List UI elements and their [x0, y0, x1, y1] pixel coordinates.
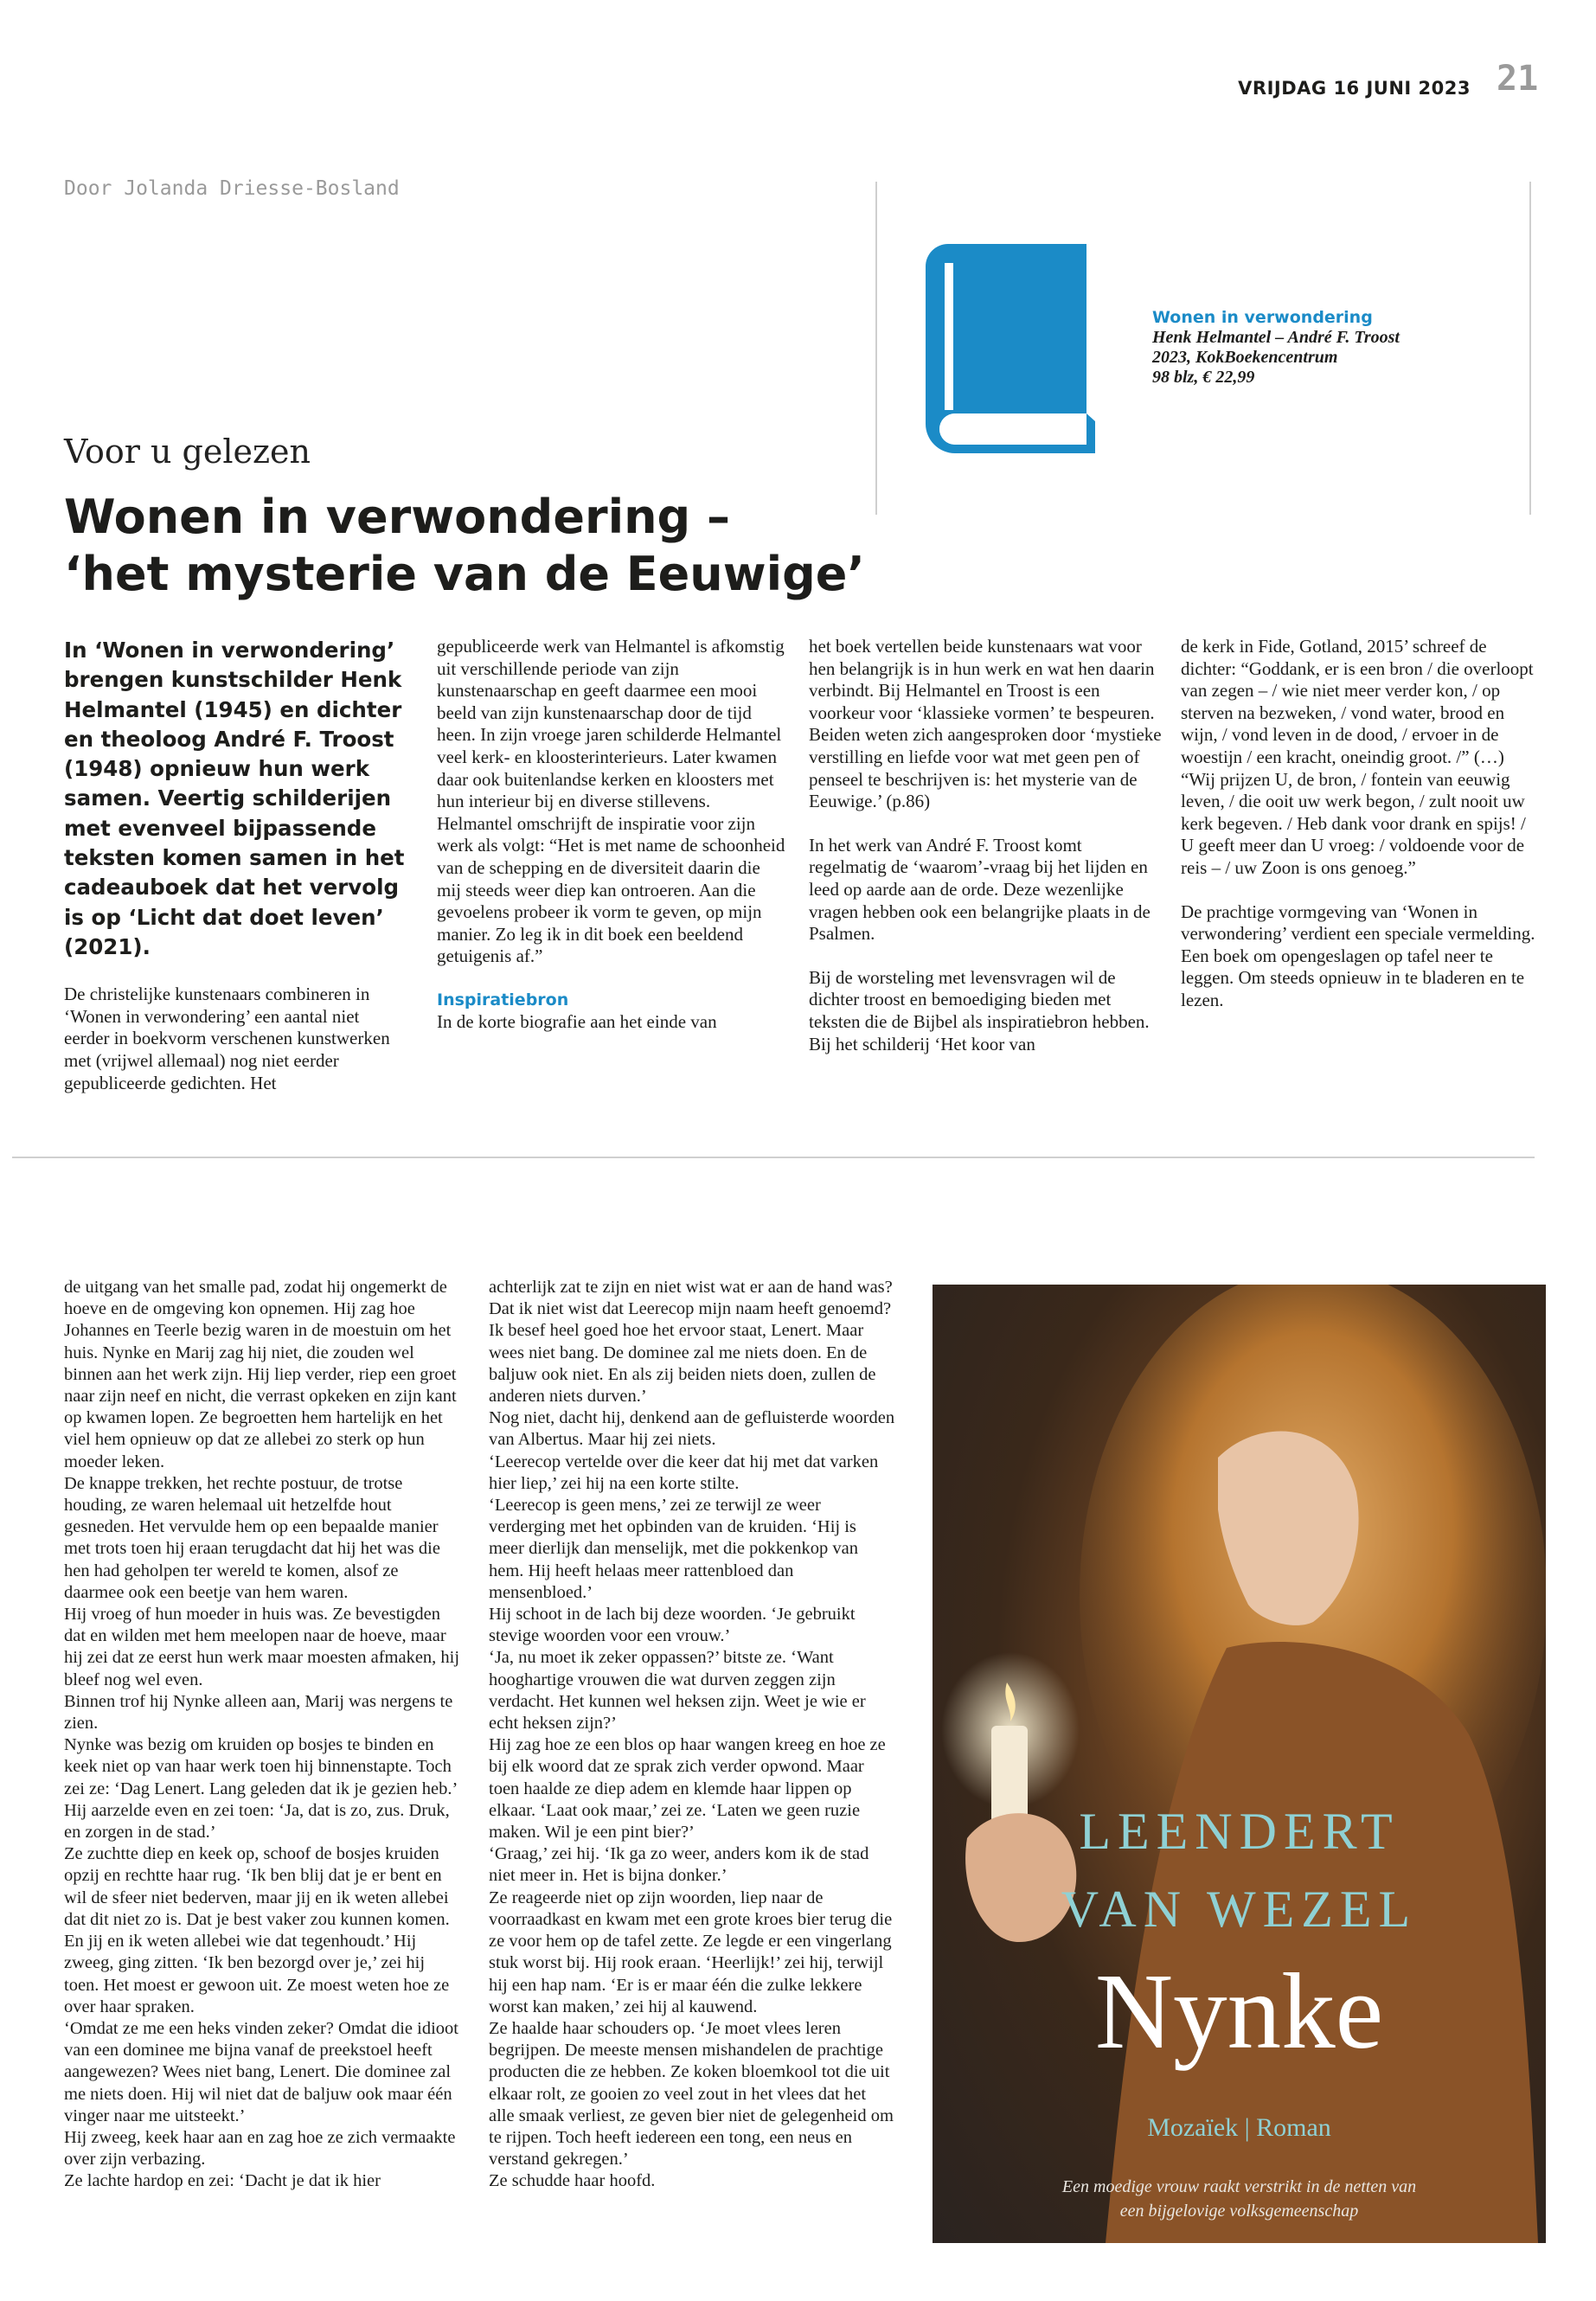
- review-paragraph: De christelijke kunstenaars combineren in ‘Wonen in verwondering’ een aantal niet eerder in boekvorm verschenen kunstwerken met (vrijwel allemaal) nog niet eerder gepubliceerde gedichten. Het: [64, 984, 390, 1093]
- story-paragraph: De knappe trekken, het rechte postuur, de trotse houding, ze waren helemaal uit hetzelfde hout gesneden. Het vervulde hem op een bepaalde manier met trots toen hij eraan terugdacht dat hij het was die hen had geholpen ter wereld te komen, alsof ze daarmee ook een beetje van hem waren.: [64, 1473, 440, 1602]
- story-paragraph: Hij zweeg, keek haar aan en zag hoe ze zich vermaakte over zijn verbazing.: [64, 2127, 456, 2170]
- story-paragraph: Binnen trof hij Nynke alleen aan, Marij was nergens te zien.: [64, 1691, 453, 1734]
- story-paragraph: ‘Leerecop is geen mens,’ zei ze terwijl ze weer verderging met het opbinden van de kruiden. ‘Hij is meer dierlijk dan menselijk, met die pokkenkop van hem. Hij heeft helaas meer rattenbloed dan mensenbloed.’: [489, 1496, 858, 1602]
- story-column-2: [489, 1277, 895, 2193]
- cover-title: Nynke: [1094, 1952, 1384, 2072]
- article-headline: [64, 489, 929, 603]
- story-paragraph: Hij schoot in de lach bij deze woorden. ‘Je gebruikt stevige woorden voor een vrouw.’: [489, 1605, 856, 1646]
- story-paragraph: Hij aarzelde even en zei toen: ‘Ja, dat is zo, zus. Druk, en zorgen in de stad.’: [64, 1800, 450, 1843]
- review-paragraph: het boek vertellen beide kunstenaars wat voor hen belangrijk is in hun werk en wat hen daarin verbindt. Bij Helmantel en Troost is een voorkeur voor ‘klassieke vormen’ te bespeuren. Beiden weten zich aangesproken door ‘mystieke verstilling en liefde voor wat met geen pen of penseel te beschrijven is: het mysterie van de Eeuwige.’ (p.86): [809, 636, 1162, 812]
- story-paragraph: Ze haalde haar schouders op. ‘Je moet vlees leren begrijpen. De meeste mensen mishandelen de prachtige producten die ze hebben. Ze koken bloemkool tot die uit elkaar rolt, ze gooien zo veel zout in het vlees dat het alle smaak verliest, ze geven bier niet de gelegenheid om te rijpen. Toch heeft iedereen een tong, een neus en verstand gekregen.’: [489, 2018, 894, 2170]
- page-number: 21: [1497, 59, 1539, 99]
- story-paragraph: Nog niet, dacht hij, denkend aan de gefluisterde woorden van Albertus. Maar hij zei niets.: [489, 1408, 895, 1450]
- review-paragraph: Bij de worsteling met levensvragen wil de dichter troost en bemoediging bieden met teksten die de Bijbel als inspiratiebron hebben. Bij het schilderij ‘Het koor van: [809, 966, 1150, 1054]
- story-paragraph: achterlijk zat te zijn en niet wist wat er aan de hand was? Dat ik niet wist dat Leerecop mijn naam heeft genoemd? Ik besef heel goed hoe het ervoor staat, Lenert. Maar wees niet bang. De dominee zal me niets doen. En de baljuw ook niet. En als zij beiden niets doen, zullen de anderen niets durven.’: [489, 1278, 893, 1407]
- divider-vertical-left: [875, 182, 877, 515]
- issue-date: VRIJDAG 16 JUNI 2023: [1238, 78, 1471, 99]
- review-column-3: [809, 636, 1163, 1077]
- cover-tagline-1: Een moedige vrouw raakt verstrikt in de netten van: [1061, 2177, 1417, 2196]
- story-paragraph: Hij vroeg of hun moeder in huis was. Ze bevestigden dat en wilden met hem meelopen naar de hoeve, maar hij zei dat ze eerst hun werk maar moesten afmaken, hij bleef nog wel even.: [64, 1605, 460, 1689]
- book-info-title: Wonen in verwondering: [1152, 308, 1373, 327]
- story-paragraph: ‘Omdat ze me een heks vinden zeker? Omdat die idioot van een dominee me bijna vanaf de preekstoel heeft aangewezen? Wees niet bang, Lenert. Die dominee zal me niets doen. Hij wil niet dat de baljuw ook maar één vinger naar me uitsteekt.’: [64, 2018, 458, 2125]
- subhead-inspiratiebron: Inspiratiebron: [437, 990, 569, 1009]
- section-divider: [12, 1157, 1535, 1158]
- review-paragraph: de kerk in Fide, Gotland, 2015’ schreef de dichter: “Goddank, er is een bron / die overloopt van zegen – / wie niet meer verder kon, / op sterven na bezweken, / vond water, brood en wijn, / vond leven in de dood, / ervoer in de woestijn / een kracht, oneindig groot. /” (…) “Wij prijzen U, de bron, / fontein van eeuwig leven, / die ooit uw werk begon, / zult nooit uw kerk begeven. / Heb dank voor drank en spijs! / U geeft meer dan U vroeg: / voldoende voor de reis – / uw Zoon is ons genoeg.”: [1181, 636, 1534, 878]
- story-paragraph: Ze zuchtte diep en keek op, schoof de bosjes kruiden opzij en rechtte haar rug. ‘Ik ben blij dat je er bent en wil de sfeer niet bederven, maar jij en ik weten allebei dat dit niet zo is. Dat je best vaker zou kunnen komen. En jij en ik weten allebei wie dat tegenhoudt.’ Hij zweeg, ging zitten. ‘Ik ben bezorgd over je,’ zei hij toen. Het moest er gewoon uit. Ze moest weten hoe ze over haar spraken.: [64, 1844, 450, 2016]
- byline: Door Jolanda Driesse-Bosland: [64, 177, 400, 200]
- review-paragraph: gepubliceerde werk van Helmantel is afkomstig uit verschillende periode van zijn kunstenaarschap en geeft daarmee een mooi beeld van zijn kunstenaarschap door de tijd heen. In zijn vroege jaren schilderde Helmantel veel kerk- en kloosterinterieurs. Later kwamen daar ook buitenlandse kerken en kloosters met hun interieur bij en diverse stillevens. Helmantel omschrijft de inspiratie voor zijn werk als volgt: “Het is met name de schoonheid van de schepping en de diversiteit daarin die mij steeds weer diep kan ontroeren. Aan die gevoelens probeer ik vorm te geven, op mijn manier. Zo leg ik in dit boek een beeldend getuigenis af.”: [437, 636, 785, 967]
- story-paragraph: ‘Graag,’ zei hij. ‘Ik ga zo weer, anders kom ik de stad niet meer in. Het is bijna donker.’: [489, 1844, 869, 1886]
- story-paragraph: Hij zag hoe ze een blos op haar wangen kreeg en hoe ze bij elk woord dat ze sprak zich verder opwond. Maar toen haalde ze diep adem en klemde haar lippen op elkaar. ‘Laat ook maar,’ zei ze. ‘Laten we geen ruzie maken. Wil je een pint bier?’: [489, 1735, 886, 1843]
- story-column-1: [64, 1277, 462, 2193]
- book-info-details: 98 blz, € 22,99: [1152, 368, 1255, 387]
- cover-subtitle: Mozaïek | Roman: [1147, 2113, 1331, 2142]
- review-column-1: [64, 636, 406, 1116]
- review-column-4: [1181, 636, 1535, 1034]
- review-column-2: [437, 636, 787, 1055]
- divider-vertical-right: [1529, 182, 1531, 515]
- cover-tagline-2: een bijgelovige volksgemeenschap: [1119, 2202, 1359, 2221]
- story-paragraph: Ze lachte hardop en zei: ‘Dacht je dat ik hier: [64, 2171, 381, 2191]
- section-kicker: Voor u gelezen: [64, 433, 311, 471]
- story-paragraph: de uitgang van het smalle pad, zodat hij ongemerkt de hoeve en de omgeving kon opnemen. Hij zag hoe Johannes en Teerle bezig waren in de moestuin om het huis. Nynke en Marij zag hij niet, die zouden wel binnen aan het werk zijn. Hij liep verder, riep een groet naar zijn neef en nicht, die verrast opkeken en zijn kant op kwamen lopen. Ze begroetten hem hartelijk en het viel hem opnieuw op dat ze allebei zo sterk op hun moeder leken.: [64, 1278, 457, 1471]
- headline-line-2: ‘het mysterie van de Eeuwige’: [64, 547, 865, 601]
- book-cover: [933, 1285, 1546, 2243]
- cover-author-line-2: VAN WEZEL: [1061, 1881, 1418, 1938]
- story-paragraph: ‘Leerecop vertelde over die keer dat hij met dat varken hier liep,’ zei hij na een korte stilte.: [489, 1452, 879, 1493]
- review-paragraph: In de korte biografie aan het einde van: [437, 1010, 717, 1032]
- book-info-authors: Henk Helmantel – André F. Troost: [1152, 328, 1400, 347]
- book-icon: [926, 244, 1095, 453]
- cover-author-line-1: LEENDERT: [1079, 1803, 1400, 1860]
- review-paragraph: In het werk van André F. Troost komt regelmatig de ‘waarom’-vraag bij het lijden en leed op aarde aan de orde. Deze wezenlijke vragen hebben ook een belangrijke plaats in de Psalmen.: [809, 834, 1151, 945]
- headline-line-1: Wonen in verwondering –: [64, 490, 731, 544]
- story-paragraph: Nynke was bezig om kruiden op bosjes te binden en keek niet op van haar werk toen hij binnenstapte. Toch zei ze: ‘Dag Lenert. Lang geleden dat ik je gezien heb.’: [64, 1735, 458, 1798]
- cover-illustration: [933, 1285, 1546, 2243]
- article-intro: In ‘Wonen in verwondering’ brengen kunstschilder Henk Helmantel (1945) en dichter en theoloog André F. Troost (1948) opnieuw hun werk samen. Veertig schilderijen met evenveel bijpassende teksten komen samen in het cadeauboek dat het vervolg is op ‘Licht dat doet leven’ (2021).: [64, 638, 405, 959]
- story-paragraph: Ze reageerde niet op zijn woorden, liep naar de voorraadkast en kwam met een grote kroes bier terug die ze voor hem op de tafel zette. Ze legde er een vingerlang stuk worst bij. Hij rook eraan. ‘Heerlijk!’ zei hij, terwijl hij een hap nam. ‘Er is er maar één die zulke lekkere worst kan maken,’ zei hij al kauwend.: [489, 1888, 893, 2016]
- book-info-publisher: 2023, KokBoekencentrum: [1152, 348, 1338, 367]
- book-info: [1152, 308, 1481, 388]
- story-paragraph: ‘Ja, nu moet ik zeker oppassen?’ bitste ze. ‘Want hooghartige vrouwen die wat durven zeggen zijn verdacht. Het kunnen wel heksen zijn. Weet je wie er echt heksen zijn?’: [489, 1648, 866, 1734]
- story-paragraph: Ze schudde haar hoofd.: [489, 2171, 656, 2191]
- review-paragraph: De prachtige vormgeving van ‘Wonen in verwondering’ verdient een speciale vermelding. Een boek om opengeslagen op tafel neer te leggen. Om steeds opnieuw in te bladeren en te lezen.: [1181, 901, 1535, 1010]
